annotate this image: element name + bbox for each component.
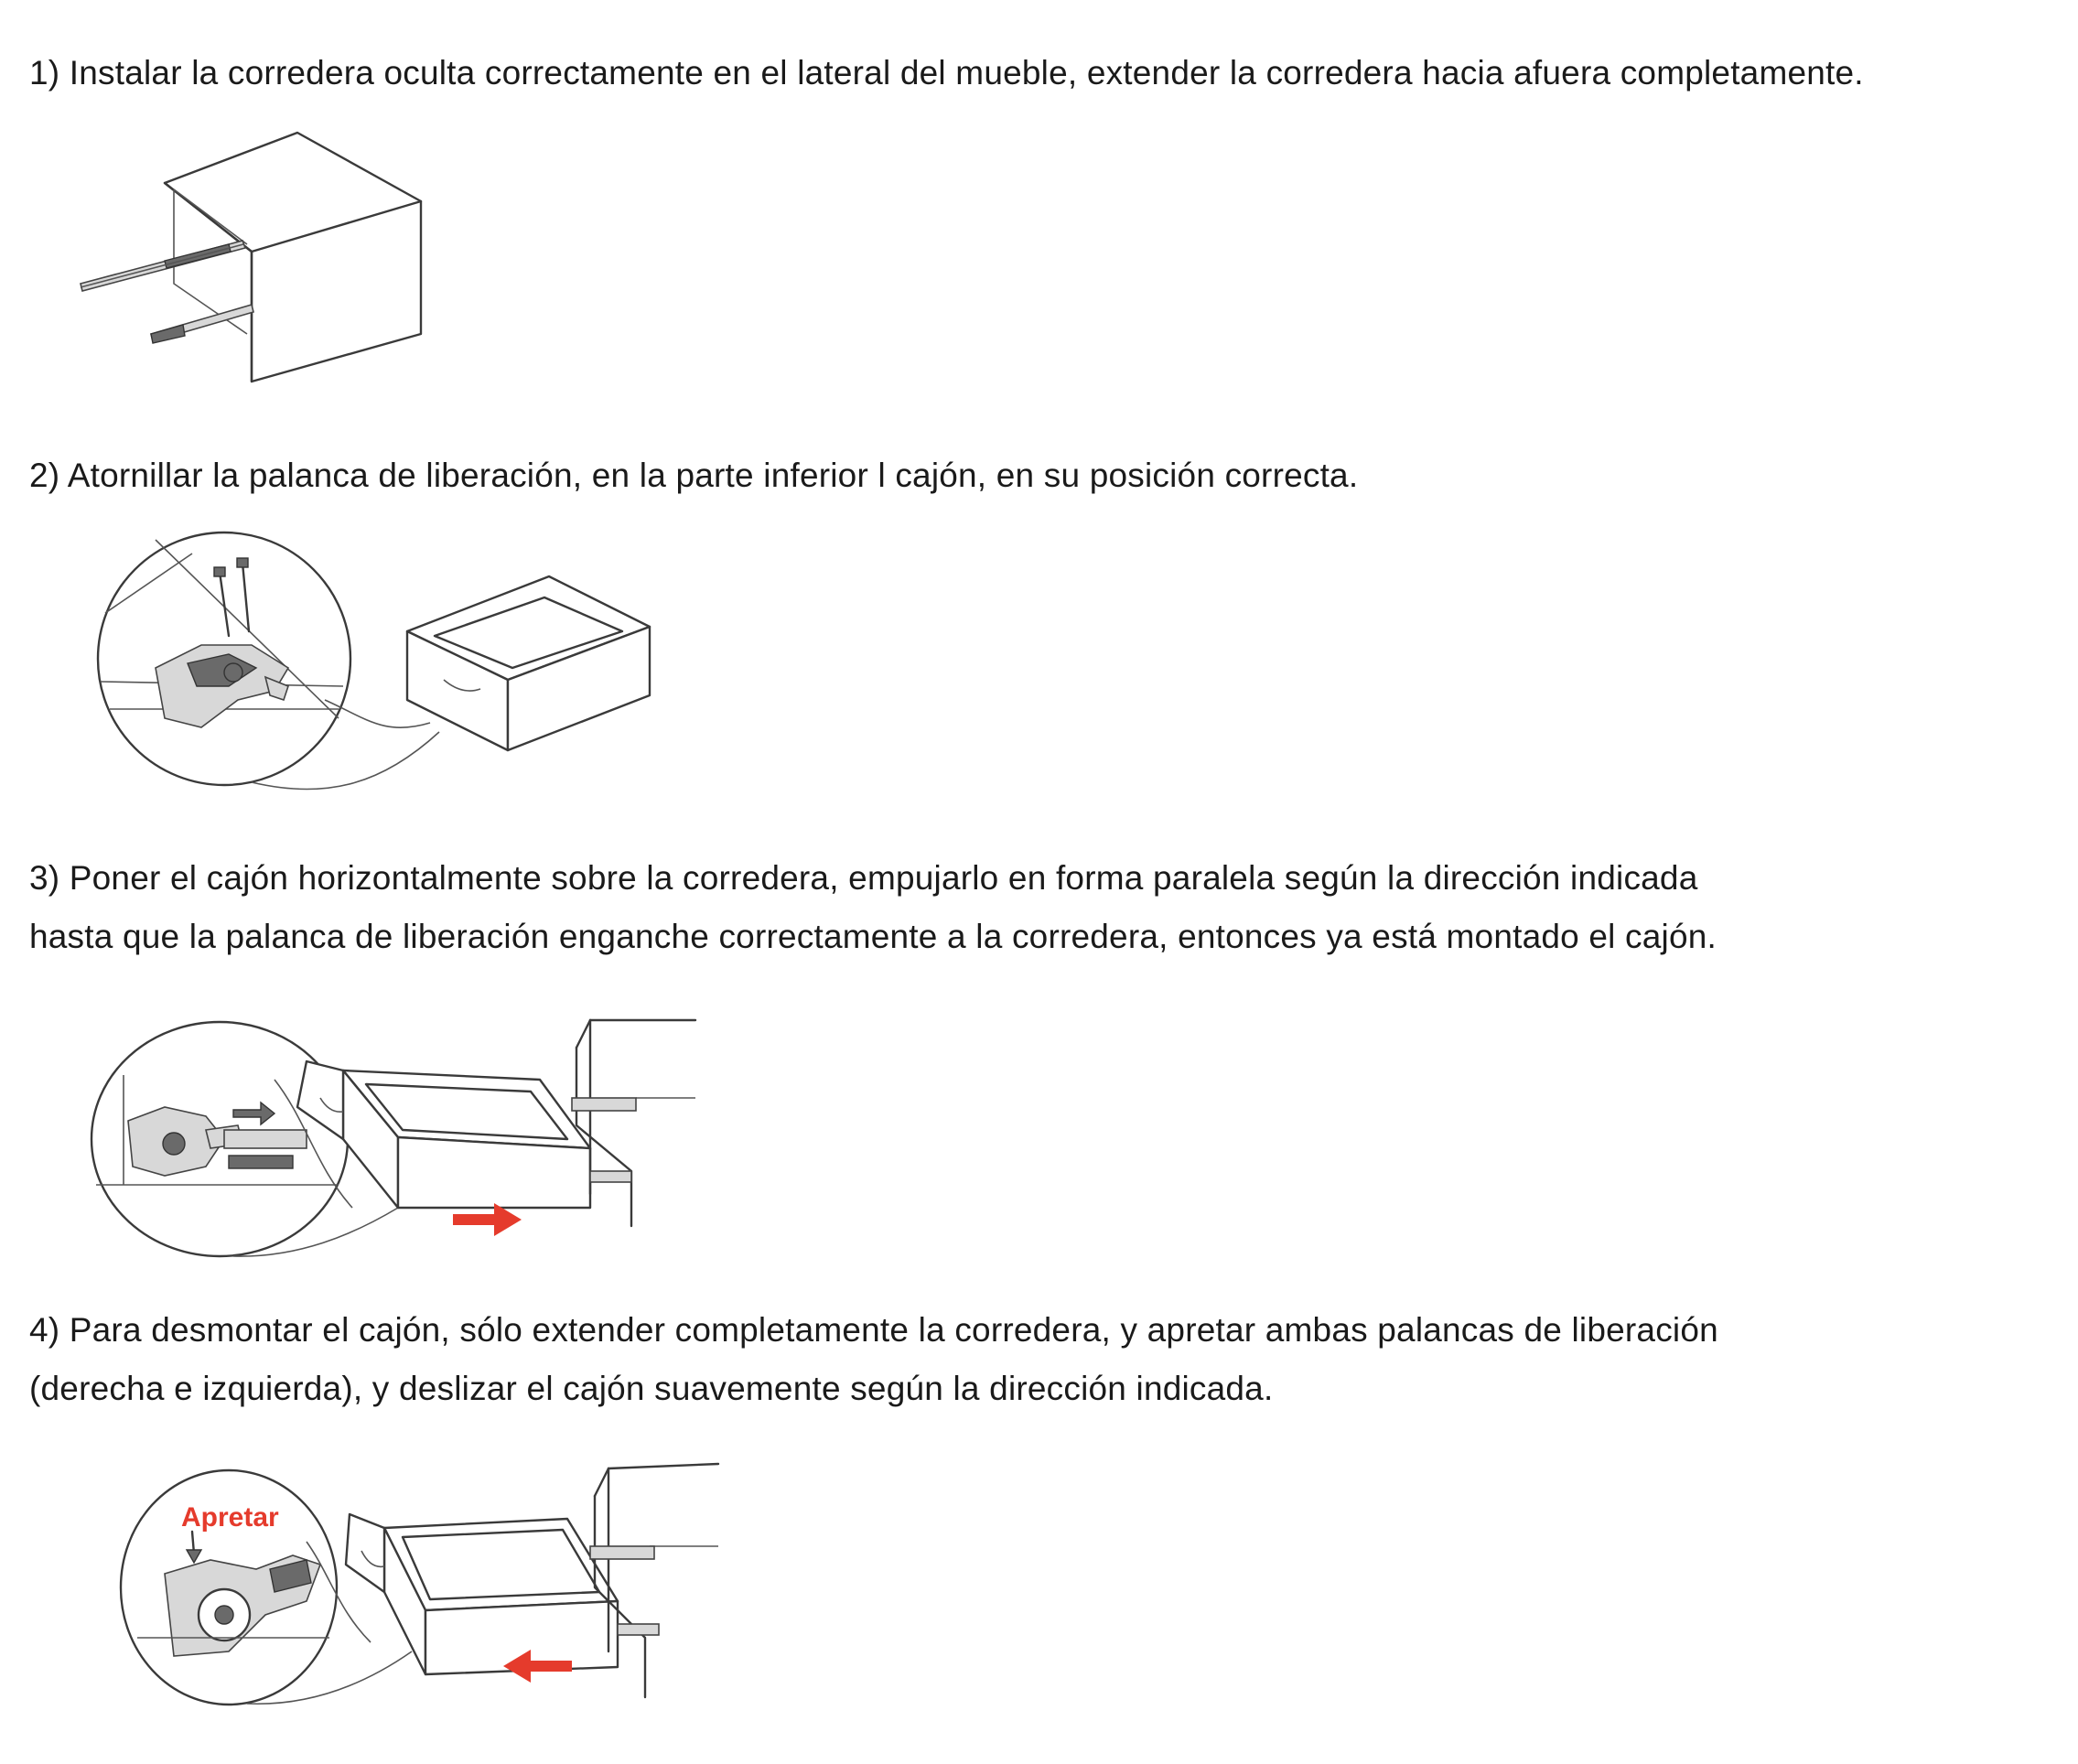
upper-slide-rail — [81, 241, 245, 291]
step-2-line-1: 2) Atornillar la palanca de liberación, en la parte inferior l cajón, en su posición correcta. — [29, 457, 1359, 494]
figure-3-mount-drawer — [78, 1011, 718, 1267]
step-2-text — [29, 446, 1358, 505]
step-1-text — [29, 44, 1864, 102]
drawer-box — [346, 1514, 618, 1674]
step-3-line-2: hasta que la palanca de liberación enganche correctamente a la corredera, entonces ya está montado el cajón. — [29, 918, 1717, 955]
drawer-box — [297, 1061, 590, 1208]
figure-2-release-lever-install — [92, 517, 677, 810]
step-4-line-1: 4) Para desmontar el cajón, sólo extender completamente la corredera, y apretar ambas palancas de liberación — [29, 1311, 1718, 1349]
step-3-text — [29, 849, 1717, 966]
drawer-box — [407, 576, 650, 750]
figure-4-remove-drawer — [110, 1455, 741, 1720]
step-4-line-2: (derecha e izquierda), y deslizar el cajón suavemente según la dirección indicada. — [29, 1370, 1274, 1407]
step-1-line-1: 1) Instalar la corredera oculta correctamente en el lateral del mueble, extender la corredera hacia afuera completamente. — [29, 54, 1864, 91]
step-3-line-1: 3) Poner el cajón horizontalmente sobre la corredera, empujarlo en forma paralela según la dirección indicada — [29, 859, 1698, 897]
step-4-text — [29, 1301, 1718, 1418]
drawer-front — [346, 1514, 384, 1592]
apretar-label: Apretar — [181, 1502, 279, 1533]
lower-slide-rail — [151, 305, 253, 343]
figure-1-cabinet-with-slides — [73, 124, 467, 398]
